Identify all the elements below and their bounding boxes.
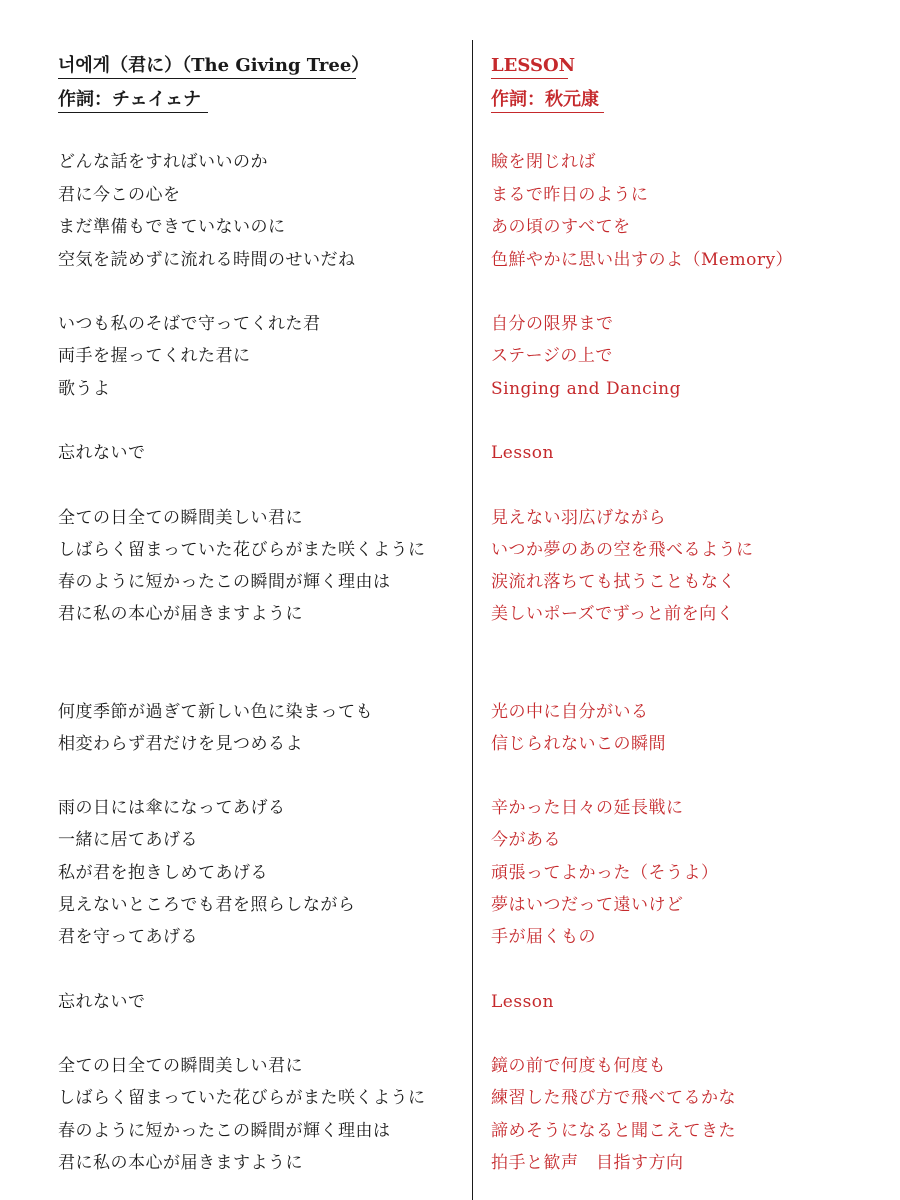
right-lyric-line: 拍手と歓声 目指す方向 (491, 1153, 684, 1173)
right-lyric-line: Lesson (491, 443, 554, 463)
left-lyric-line: 君に私の本心が届きますように (58, 1153, 303, 1173)
right-lyric-line: 自分の限界まで (491, 314, 614, 334)
right-lyric-line: 信じられないこの瞬間 (491, 734, 666, 754)
left-lyric-line: 君を守ってあげる (58, 927, 198, 947)
left-lyric-line: 歌うよ (58, 379, 111, 399)
left-lyric-line: しばらく留まっていた花びらがまた咲くように (58, 540, 426, 560)
left-title-underline (58, 78, 356, 79)
right-lyric-line: 諦めそうになると聞こえてきた (491, 1121, 736, 1141)
right-lyric-line: 美しいポーズでずっと前を向く (491, 604, 735, 624)
left-lyric-line: 相変わらず君だけを見つめるよ (58, 734, 303, 754)
right-lyricist: 作詞：秋元康 (491, 89, 599, 110)
right-lyrics-column (491, 0, 891, 1200)
right-lyric-line: 辛かった日々の延長戦に (491, 798, 684, 818)
right-title-underline (491, 78, 568, 79)
right-song-title: LESSON (491, 55, 576, 76)
left-lyric-line: 君に私の本心が届きますように (58, 604, 303, 624)
left-lyric-line: 一緒に居てあげる (58, 830, 198, 850)
right-lyric-line: 手が届くもの (491, 927, 596, 947)
left-lyric-line: 全ての日全ての瞬間美しい君に (58, 508, 303, 528)
right-lyric-line: いつか夢のあの空を飛べるように (491, 540, 754, 560)
left-lyric-line: 春のように短かったこの瞬間が輝く理由は (58, 572, 391, 592)
right-lyricist-underline (491, 112, 604, 113)
left-lyric-line: 雨の日には傘になってあげる (58, 798, 286, 818)
left-lyricist: 作詞：チェイェナ (58, 89, 202, 110)
left-lyric-line: 春のように短かったこの瞬間が輝く理由は (58, 1121, 391, 1141)
left-lyric-line: 見えないところでも君を照らしながら (58, 895, 356, 915)
left-lyric-line: しばらく留まっていた花びらがまた咲くように (58, 1088, 426, 1108)
left-lyric-line: 私が君を抱きしめてあげる (58, 863, 268, 883)
right-lyric-line: あの頃のすべてを (491, 217, 631, 237)
right-lyric-line: 瞼を閉じれば (491, 152, 596, 172)
right-lyric-line: 見えない羽広げながら (491, 508, 666, 528)
right-lyric-line: 夢はいつだって遠いけど (491, 895, 684, 915)
left-lyric-line: まだ準備もできていないのに (58, 217, 286, 237)
right-lyric-line: Singing and Dancing (491, 379, 681, 399)
left-lyric-line: どんな話をすればいいのか (58, 152, 268, 172)
right-lyric-line: 鏡の前で何度も何度も (491, 1056, 666, 1076)
left-lyric-line: 忘れないで (58, 443, 146, 463)
left-lyric-line: 全ての日全ての瞬間美しい君に (58, 1056, 303, 1076)
right-lyric-line: 練習した飛び方で飛べてるかな (491, 1088, 736, 1108)
right-lyric-line: Lesson (491, 992, 554, 1012)
left-lyric-line: 何度季節が過ぎて新しい色に染まっても (58, 702, 373, 722)
right-lyric-line: 今がある (491, 830, 561, 850)
column-divider (472, 40, 473, 1200)
left-lyrics-column (58, 0, 458, 1200)
left-lyric-line: 空気を読めずに流れる時間のせいだね (58, 250, 356, 270)
left-lyric-line: 忘れないで (58, 992, 146, 1012)
right-lyric-line: 頑張ってよかった（そうよ） (491, 863, 719, 883)
right-lyric-line: 色鮮やかに思い出すのよ（Memory） (491, 250, 794, 270)
right-lyric-line: 涙流れ落ちても拭うこともなく (491, 572, 736, 592)
right-lyric-line: ステージの上で (491, 346, 613, 366)
left-song-title: 너에게（君に）（The Giving Tree） (58, 55, 370, 76)
right-lyric-line: 光の中に自分がいる (491, 702, 649, 722)
left-lyric-line: 君に今この心を (58, 185, 181, 205)
left-lyric-line: いつも私のそばで守ってくれた君 (58, 314, 321, 334)
left-lyric-line: 両手を握ってくれた君に (58, 346, 251, 366)
left-lyricist-underline (58, 112, 208, 113)
right-lyric-line: まるで昨日のように (491, 185, 649, 205)
